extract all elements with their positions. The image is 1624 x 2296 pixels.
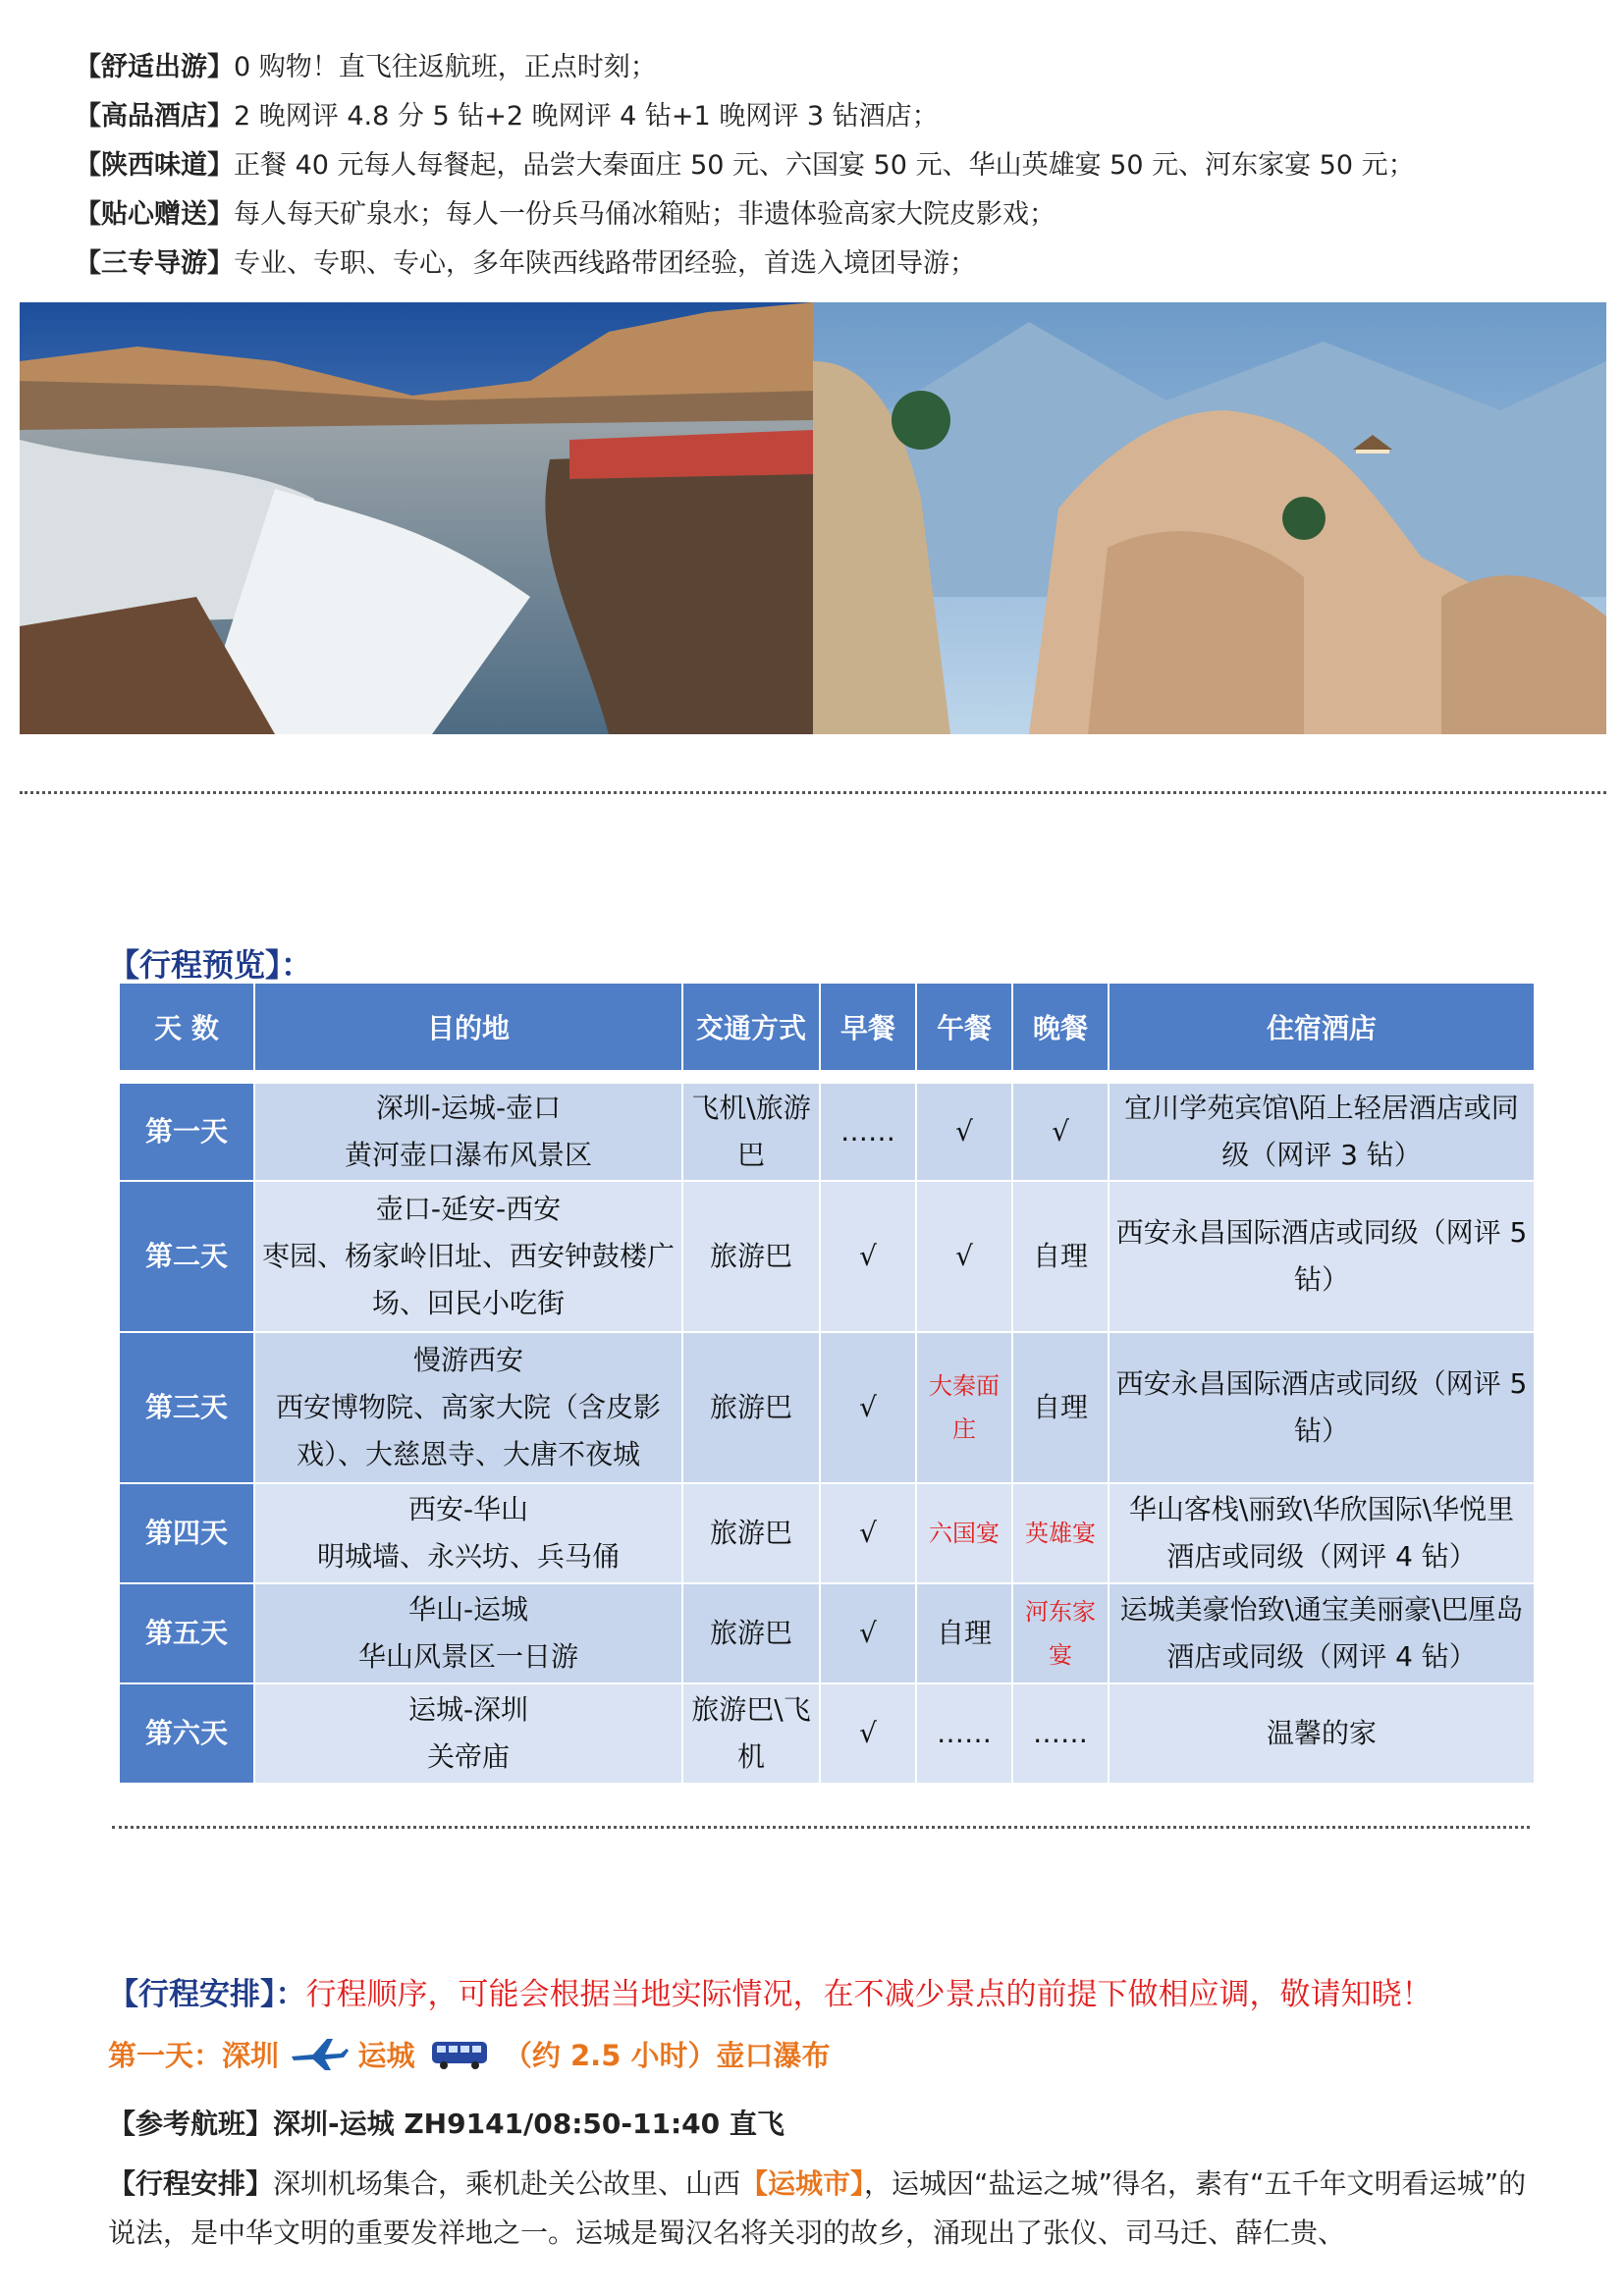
lunch-cell: 自理 — [917, 1584, 1011, 1682]
highlight-line — [75, 247, 976, 281]
breakfast-cell: √ — [821, 1333, 915, 1482]
detail-text2: ，运城因“盐运之城”得名，素有“五千年文明看运城”的说法，是中华文明的重要发祥地之一。运城是蜀汉名将关羽的故乡，涌现出了张仪、司马迁、薛仁贵、 — [108, 2167, 1527, 2249]
dinner-cell: 自理 — [1013, 1333, 1108, 1482]
lunch-cell: …… — [917, 1684, 1011, 1783]
transport-cell: 飞机\旅游巴 — [683, 1084, 819, 1180]
breakfast-cell: …… — [821, 1084, 915, 1180]
header-day: 天 数 — [120, 984, 253, 1070]
highlight-text: 每人每天矿泉水；每人一份兵马俑冰箱贴；非遗体验高家大院皮影戏； — [234, 199, 1056, 230]
lunch-cell: √ — [917, 1084, 1011, 1180]
destination-cell: 深圳-运城-壶口 黄河壶口瀑布风景区 — [255, 1084, 681, 1180]
header-lunch: 午餐 — [917, 984, 1011, 1070]
destination-cell: 壶口-延安-西安 枣园、杨家岭旧址、西安钟鼓楼广场、回民小吃街 — [255, 1182, 681, 1331]
highlight-line — [75, 100, 939, 133]
flight-info: 【参考航班】深圳-运城 ZH9141/08:50-11:40 直飞 — [108, 2108, 785, 2140]
day-cell: 第二天 — [120, 1182, 253, 1331]
header-hotel: 住宿酒店 — [1110, 984, 1534, 1070]
header-destination: 目的地 — [255, 984, 681, 1070]
arrangement-text: 行程顺序，可能会根据当地实际情况，在不减少景点的前提下做相应调，敬请知晓！ — [305, 1977, 1433, 2012]
day-cell: 第三天 — [120, 1333, 253, 1482]
highlight-tag: 【贴心赠送】 — [75, 199, 234, 230]
hotel-cell: 宜川学苑宾馆\陌上轻居酒店或同级（网评 3 钻） — [1110, 1084, 1534, 1180]
arrangement-label: 【行程安排】： — [108, 1977, 306, 2012]
day1-suffix: （约 2.5 小时）壶口瀑布 — [503, 2039, 831, 2072]
transport-cell: 旅游巴 — [683, 1182, 819, 1331]
photo-strip — [20, 302, 1606, 734]
dotted-divider — [20, 791, 1606, 794]
day-cell: 第一天 — [120, 1084, 253, 1180]
highlight-tag: 【高品酒店】 — [75, 101, 234, 132]
day1-prefix: 第一天：深圳 — [108, 2039, 280, 2072]
detail-city: 【运城市】 — [740, 2167, 865, 2200]
highlight-text: 0 购物！直飞往返航班，正点时刻； — [234, 52, 657, 82]
breakfast-cell: √ — [821, 1182, 915, 1331]
hotel-cell: 温馨的家 — [1110, 1684, 1534, 1783]
header-breakfast: 早餐 — [821, 984, 915, 1070]
table-row — [120, 1684, 1534, 1783]
hotel-cell: 华山客栈\丽致\华欣国际\华悦里酒店或同级（网评 4 钻） — [1110, 1484, 1534, 1582]
breakfast-cell: √ — [821, 1584, 915, 1682]
day-cell: 第五天 — [120, 1584, 253, 1682]
destination-cell: 西安-华山 明城墙、永兴坊、兵马俑 — [255, 1484, 681, 1582]
day1-mid: 运城 — [357, 2039, 415, 2072]
highlight-tag: 【陕西味道】 — [75, 150, 234, 181]
highlight-tag: 【舒适出游】 — [75, 52, 234, 82]
day-cell: 第六天 — [120, 1684, 253, 1783]
day1-heading — [108, 2034, 830, 2081]
lunch-cell: 大秦面庄 — [917, 1333, 1011, 1482]
dinner-cell: 河东家宴 — [1013, 1584, 1108, 1682]
overview-title: 【行程预览】： — [108, 946, 313, 984]
transport-cell: 旅游巴 — [683, 1484, 819, 1582]
table-row — [120, 1182, 1534, 1331]
lunch-cell: 六国宴 — [917, 1484, 1011, 1582]
hotel-cell: 西安永昌国际酒店或同级（网评 5 钻） — [1110, 1182, 1534, 1331]
highlight-text: 正餐 40 元每人每餐起，品尝大秦面庄 50 元、六国宴 50 元、华山英雄宴 50 元、河东家宴 50 元； — [234, 150, 1415, 181]
itinerary-table — [118, 982, 1536, 1785]
highlight-tag: 【三专导游】 — [75, 248, 234, 279]
destination-cell: 华山-运城 华山风景区一日游 — [255, 1584, 681, 1682]
detail-label: 【行程安排】 — [108, 2167, 274, 2200]
destination-cell: 慢游西安 西安博物院、高家大院（含皮影戏）、大慈恩寺、大唐不夜城 — [255, 1333, 681, 1482]
day-cell: 第四天 — [120, 1484, 253, 1582]
dinner-cell: 自理 — [1013, 1182, 1108, 1331]
table-header-row — [120, 984, 1534, 1070]
table-row — [120, 1084, 1534, 1180]
day1-detail — [108, 2160, 1542, 2258]
table-row — [120, 1484, 1534, 1582]
mountain-photo — [813, 302, 1606, 734]
header-transport: 交通方式 — [683, 984, 819, 1070]
dinner-cell: √ — [1013, 1084, 1108, 1180]
detail-text1: 深圳机场集合，乘机赴关公故里、山西 — [273, 2167, 741, 2200]
highlight-line — [75, 51, 657, 84]
destination-cell: 运城-深圳 关帝庙 — [255, 1684, 681, 1783]
plane-icon — [288, 2035, 349, 2081]
table-row — [120, 1333, 1534, 1482]
dotted-divider — [112, 1826, 1530, 1829]
highlight-line — [75, 149, 1415, 183]
highlight-text: 专业、专职、专心，多年陕西线路带团经验，首选入境团导游； — [234, 248, 976, 279]
transport-cell: 旅游巴\飞机 — [683, 1684, 819, 1783]
table-row — [120, 1584, 1534, 1682]
waterfall-photo — [20, 302, 813, 734]
arrangement-notice — [108, 1969, 1433, 2013]
highlight-text: 2 晚网评 4.8 分 5 钻+2 晚网评 4 钻+1 晚网评 3 钻酒店； — [234, 101, 939, 132]
transport-cell: 旅游巴 — [683, 1333, 819, 1482]
dinner-cell: …… — [1013, 1684, 1108, 1783]
breakfast-cell: √ — [821, 1684, 915, 1783]
bus-icon — [430, 2038, 489, 2078]
hotel-cell: 西安永昌国际酒店或同级（网评 5 钻） — [1110, 1333, 1534, 1482]
dinner-cell: 英雄宴 — [1013, 1484, 1108, 1582]
highlight-line — [75, 198, 1056, 232]
lunch-cell: √ — [917, 1182, 1011, 1331]
header-dinner: 晚餐 — [1013, 984, 1108, 1070]
hotel-cell: 运城美豪怡致\通宝美丽豪\巴厘岛酒店或同级（网评 4 钻） — [1110, 1584, 1534, 1682]
breakfast-cell: √ — [821, 1484, 915, 1582]
transport-cell: 旅游巴 — [683, 1584, 819, 1682]
